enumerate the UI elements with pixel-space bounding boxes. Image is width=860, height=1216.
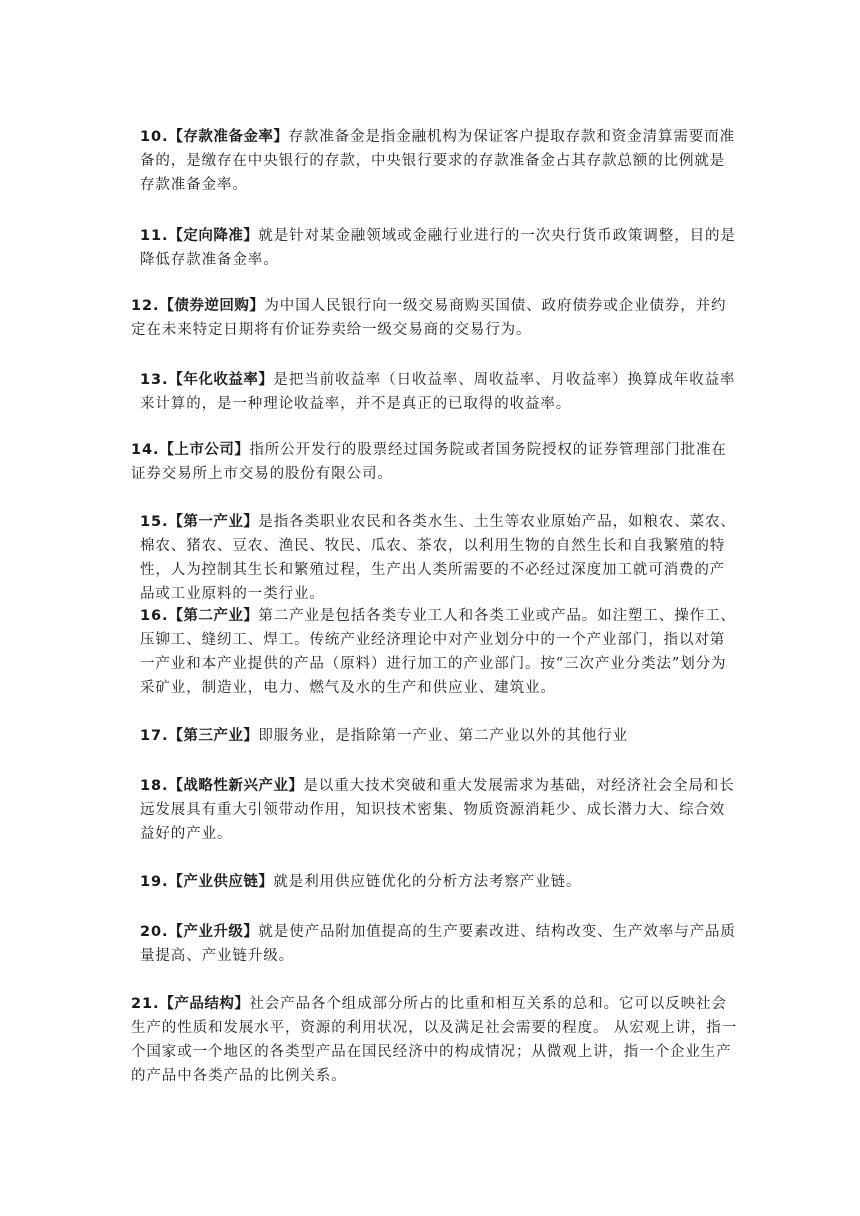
entry-term: 【债券逆回购】 — [159, 298, 265, 314]
entry-number: 13. — [140, 372, 169, 388]
glossary-entry-16 — [140, 604, 740, 700]
glossary-entry-15 — [140, 510, 740, 606]
entry-term: 【战略性新兴产业】 — [168, 778, 304, 794]
entry-number: 15. — [140, 514, 169, 530]
entry-term: 【第一产业】 — [168, 514, 259, 530]
glossary-entry-12 — [131, 294, 741, 342]
entry-number: 14. — [131, 442, 160, 458]
entry-definition: 第二产业是包括各类专业工人和各类工业或产品。如注塑工、操作工、压铆工、缝纫工、焊工。传统产业经济理论中对产业划分中的一个产业部门，指以对第一产业和本产业提供的产品（原料）进行加工的产业部门。按“三次产业分类法”划分为采矿业，制造业，电力、燃气及水的生产和供应业、建筑业。 — [140, 608, 736, 696]
entry-number: 19. — [140, 874, 169, 890]
entry-definition: 是以重大技术突破和重大发展需求为基础，对经济社会全局和长远发展具有重大引领带动作用，知识技术密集、物质资源消耗少、成长潜力大、综合效益好的产业。 — [140, 778, 735, 842]
entry-number: 20. — [140, 924, 169, 940]
glossary-entry-17 — [140, 724, 740, 748]
glossary-entry-20 — [140, 920, 740, 968]
entry-term: 【定向降准】 — [168, 228, 259, 244]
entry-term: 【第三产业】 — [168, 728, 259, 744]
entry-number: 12. — [131, 298, 160, 314]
glossary-entry-14 — [131, 438, 741, 486]
glossary-entry-19 — [140, 870, 740, 894]
entry-number: 21. — [131, 996, 160, 1012]
entry-definition: 社会产品各个组成部分所占的比重和相互关系的总和。它可以反映社会生产的性质和发展水平，资源的利用状况，以及满足社会需要的程度。 从宏观上讲，指一个国家或一个地区的各类型产品在国民经济中的构成情况；从微观上讲，指一个企业生产的产品中各类产品的比例关系。 — [131, 996, 738, 1084]
entry-definition: 即服务业，是指除第一产业、第二产业以外的其他行业 — [258, 728, 628, 744]
entry-number: 16. — [140, 608, 169, 624]
entry-definition: 为中国人民银行向一级交易商购买国债、政府债券或企业债券，并约定在未来特定日期将有价证券卖给一级交易商的交易行为。 — [131, 298, 727, 338]
glossary-entry-11 — [140, 224, 740, 272]
glossary-entry-13 — [140, 368, 740, 416]
entry-definition: 是指各类职业农民和各类水生、土生等农业原始产品，如粮农、菜农、棉农、猪农、豆农、渔民、牧民、瓜农、茶农，以利用生物的自然生长和自我繁殖的特性，人为控制其生长和繁殖过程，生产出人类所需要的不必经过深度加工就可消费的产品或工业原料的一类行业。 — [140, 514, 736, 602]
glossary-entry-10 — [140, 125, 740, 197]
entry-number: 11. — [140, 228, 169, 244]
entry-term: 【上市公司】 — [159, 442, 250, 458]
entry-definition: 指所公开发行的股票经过国务院或者国务院授权的证券管理部门批准在证券交易所上市交易的股份有限公司。 — [131, 442, 727, 482]
entry-number: 18. — [140, 778, 169, 794]
entry-term: 【产业升级】 — [168, 924, 259, 940]
entry-term: 【存款准备金率】 — [168, 129, 289, 145]
entry-definition: 就是使产品附加值提高的生产要素改进、结构改变、生产效率与产品质量提高、产业链升级。 — [140, 924, 736, 964]
entry-term: 【产业供应链】 — [168, 874, 274, 890]
entry-term: 【年化收益率】 — [168, 372, 274, 388]
entry-definition: 是把当前收益率（日收益率、周收益率、月收益率）换算成年收益率来计算的，是一种理论收益率，并不是真正的已取得的收益率。 — [140, 372, 736, 412]
entry-term: 【第二产业】 — [168, 608, 259, 624]
glossary-entry-21 — [131, 992, 741, 1088]
entry-definition: 就是利用供应链优化的分析方法考察产业链。 — [273, 874, 582, 890]
entry-definition: 就是针对某金融领域或金融行业进行的一次央行货币政策调整，目的是降低存款准备金率。 — [140, 228, 736, 268]
entry-term: 【产品结构】 — [159, 996, 250, 1012]
entry-number: 10. — [140, 129, 169, 145]
entry-definition: 存款准备金是指金融机构为保证客户提取存款和资金清算需要而准备的，是缴存在中央银行的存款，中央银行要求的存款准备金占其存款总额的比例就是存款准备金率。 — [140, 129, 735, 193]
glossary-entry-18 — [140, 774, 740, 846]
entry-number: 17. — [140, 728, 169, 744]
